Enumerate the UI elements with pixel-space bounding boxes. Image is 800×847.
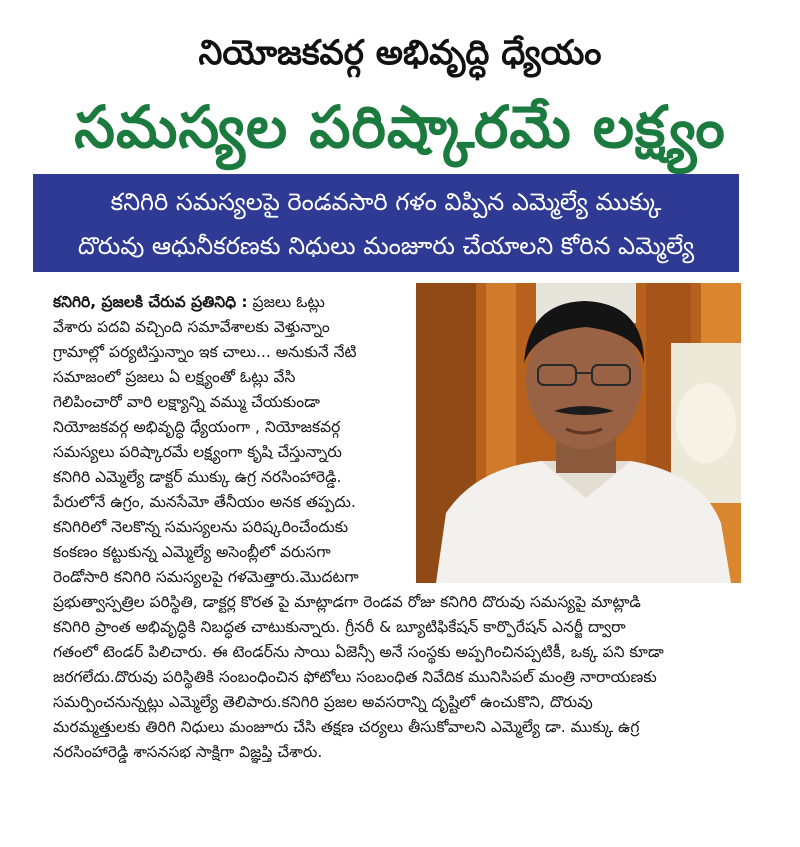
- article-line: [53, 290, 405, 315]
- article-line: సమాజంలో ప్రజలు ఏ లక్ష్యంతో ఓట్లు వేసి: [53, 368, 296, 386]
- article-continuation: [53, 590, 743, 765]
- subheadline-banner: [33, 174, 739, 272]
- article-line: కనిగిరిలో నెలకొన్న సమస్యలను పరిష్కరించేందుకు: [53, 518, 349, 536]
- article-line: సమస్యలు పరిష్కారమే లక్ష్యంగా కృషి చేస్తున్నారు: [53, 443, 342, 461]
- subheadline-line: దొరువు ఆధునీకరణకు నిధులు మంజూరు చేయాలని కోరిన ఎమ్మెల్యే: [77, 232, 695, 260]
- article-line: గెలిపించారో వారి లక్ష్యాన్ని వమ్ము చేయకుండా: [53, 393, 320, 411]
- article-line: నియోజకవర్గ అభివృద్ధి ధ్యేయంగా , నియోజకవర్గ: [53, 418, 341, 436]
- article-line: కనిగిరి ఎమ్మెల్యే డాక్టర్ ముక్కు ఉగ్ర నరసింహారెడ్డి.: [53, 468, 342, 486]
- mla-photo: [416, 283, 741, 583]
- article-line: ప్రభుత్వాస్పత్రిల పరిస్థితి, డాక్టర్ల కొరత పై మాట్లాడగా రెండవ రోజు కనిగిరి దొరువు సమస్యపై మాట్లాడి: [53, 593, 641, 611]
- article-line: సమర్పించనున్నట్లు ఎమ్మెల్యే తెలిపారు.కనిగిరి ప్రజల అవసరాన్ని దృష్టిలో ఉంచుకొని, దొరువు: [53, 693, 593, 711]
- article-text: ప్రజలు ఓట్లు: [247, 293, 325, 311]
- article-line: రెండోసారి కనిగిరి సమస్యలపై గళమెత్తారు.మొదటగా: [53, 568, 359, 586]
- article-line: జరగలేదు.దొరువు పరిస్థితికి సంబంధించిన ఫోటోలు సంబంధిత నివేదిక మునిసిపల్ మంత్రి నారాయణకు: [53, 668, 657, 686]
- article-line: కనిగిరి ప్రాంత అభివృద్ధికి నిబద్ధత చాటుకున్నారు. గ్రీనరీ & బ్యూటిఫికేషన్ కార్పొరేషన్ ఎనర్జీ ద్వారా: [53, 618, 626, 636]
- subheadline-line: కనిగిరి సమస్యలపై రెండవసారి గళం విప్పిన ఎమ్మెల్యే ముక్కు: [110, 188, 662, 216]
- article-line: గ్రామాల్లో పర్యటిస్తున్నాం ఇక చాలు... అనుకునే నేటి: [53, 343, 357, 361]
- dateline: కనిగిరి, ప్రజలకి చేరువ ప్రతినిధి :: [53, 293, 248, 311]
- article-column: [53, 290, 405, 590]
- article-line: కంకణం కట్టుకున్న ఎమ్మెల్యే అసెంబ్లీలో వరుసగా: [53, 543, 331, 561]
- article-line: వేశారు పదవి వచ్చింది సమావేశాలకు వెళ్తున్నాం: [53, 318, 330, 336]
- article-line: నరసింహారెడ్డి శాసనసభ సాక్షిగా విజ్ఞప్తి చేశారు.: [53, 743, 323, 761]
- article-line: గతంలో టెండర్ పిలిచారు. ఈ టెండర్‌ను సాయి ఏజెన్సీ అనే సంస్థకు అప్పగించినప్పటికీ, ఒక్క పని కూడా: [53, 643, 664, 661]
- article-line: పేరులోనే ఉగ్రం, మనసేమో తేనీయం అనక తప్పదు.: [53, 493, 356, 511]
- kicker-heading: నియోజకవర్గ అభివృద్ధి ధ్యేయం: [198, 33, 602, 73]
- main-headline: సమస్యల పరిష్కారమే లక్ష్యం: [74, 93, 726, 161]
- article-line: మరమ్మత్తులకు తిరిగి నిధులు మంజూరు చేసి తక్షణ చర్యలు తీసుకోవాలని ఎమ్మెల్యే డా. ముక్కు ఉగ్ర: [53, 718, 640, 736]
